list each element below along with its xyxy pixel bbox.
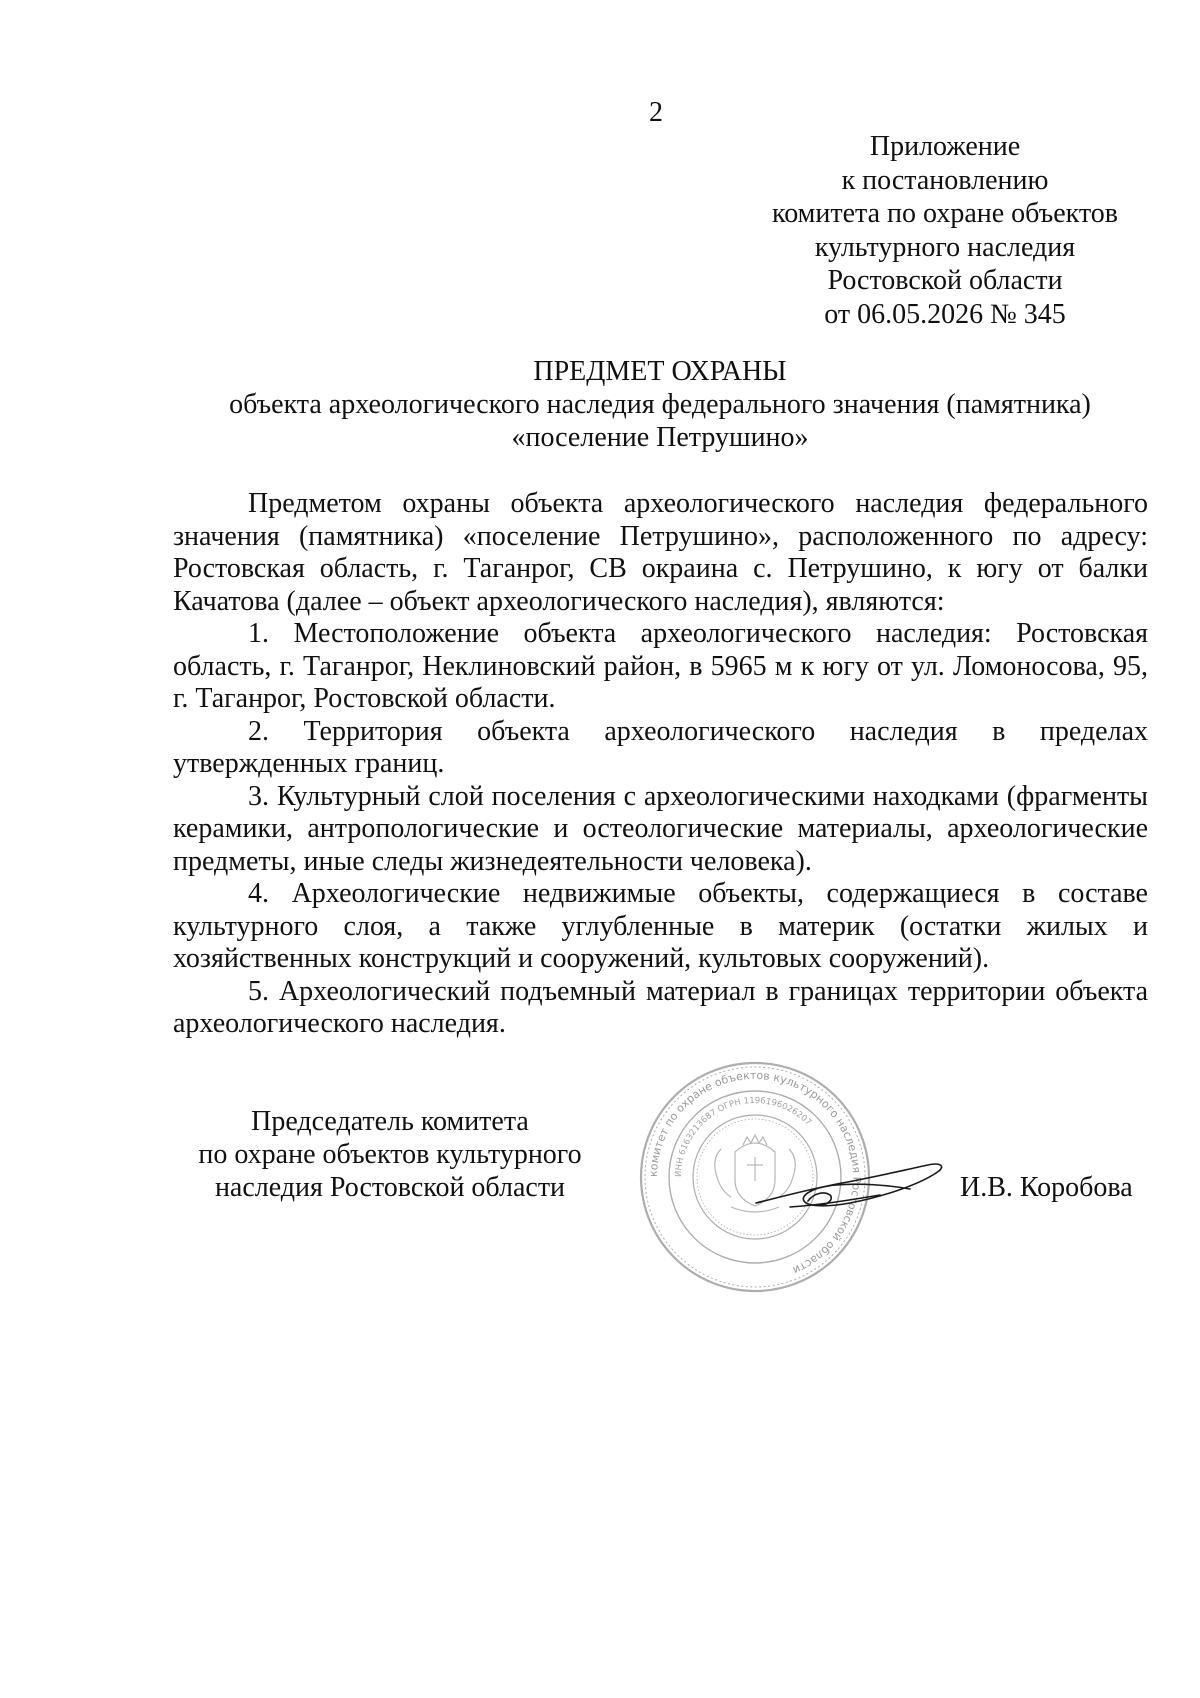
list-item: 1. Местоположение объекта археологического наследия: Ростовская область, г. Таганрог, Неклиновский район, в 5965 м к югу от ул. Ломоносова, 95, г. Таганрог, Ростовской области. — [173, 618, 1148, 714]
document-body — [173, 488, 1148, 1041]
list-item: 2. Территория объекта археологического наследия в пределах утвержденных границ. — [173, 715, 1148, 779]
appendix-line: к постановлению — [841, 164, 1049, 196]
signer-position-line: Председатель комитета — [251, 1106, 529, 1137]
appendix-block — [770, 130, 1120, 331]
intro-paragraph: Предметом охраны объекта археологического наследия федерального значения (памятника) «поселение Петрушино», расположенного по адресу: Ростовская область, г. Таганрог, СВ окраина с. Петрушино, к югу от балки Качатова (далее – объект археологического наследия), являются: — [173, 488, 1148, 617]
list-item: 3. Культурный слой поселения с археологическими находками (фрагменты керамики, антропологические и остеологические материалы, археологические предметы, иные следы жизнедеятельности человека). — [173, 780, 1148, 877]
handwritten-signature — [750, 1145, 950, 1235]
list-item: 5. Археологический подъемный материал в границах территории объекта археологического наследия. — [173, 975, 1148, 1039]
title-heading: ПРЕДМЕТ ОХРАНЫ — [533, 356, 787, 387]
title-object-name: «поселение Петрушино» — [511, 422, 809, 453]
appendix-line: комитета по охране объектов — [772, 198, 1118, 229]
seal-inner-text: ИНН 6163213687 ОГРН 1196196026207 — [673, 1095, 814, 1178]
seal-outer-text: комитет по охране объектов культурного наследия Ростовской области — [646, 1068, 864, 1277]
appendix-date-number: от 06.05.2026 № 345 — [824, 298, 1066, 330]
page-number: 2 — [649, 97, 663, 128]
list-item: 4. Археологические недвижимые объекты, содержащиеся в составе культурного слоя, а также углубленные в материк (остатки жилых и хозяйственных конструкций и сооружений, культовых сооружений). — [173, 878, 1148, 974]
signer-name: И.В. Коробова — [960, 1172, 1133, 1203]
signer-position-line: наследия Ростовской области — [214, 1172, 566, 1203]
signature-block — [0, 1068, 1200, 1345]
appendix-line: Ростовской области — [827, 265, 1063, 296]
appendix-line: культурного наследия — [814, 231, 1076, 263]
signer-position-line: по охране объектов культурного — [198, 1139, 582, 1170]
signer-position — [170, 1105, 610, 1204]
document-title — [170, 355, 1150, 454]
appendix-line: Приложение — [869, 131, 1021, 162]
title-subheading: объекта археологического наследия федерального значения (памятника) — [229, 389, 1091, 420]
